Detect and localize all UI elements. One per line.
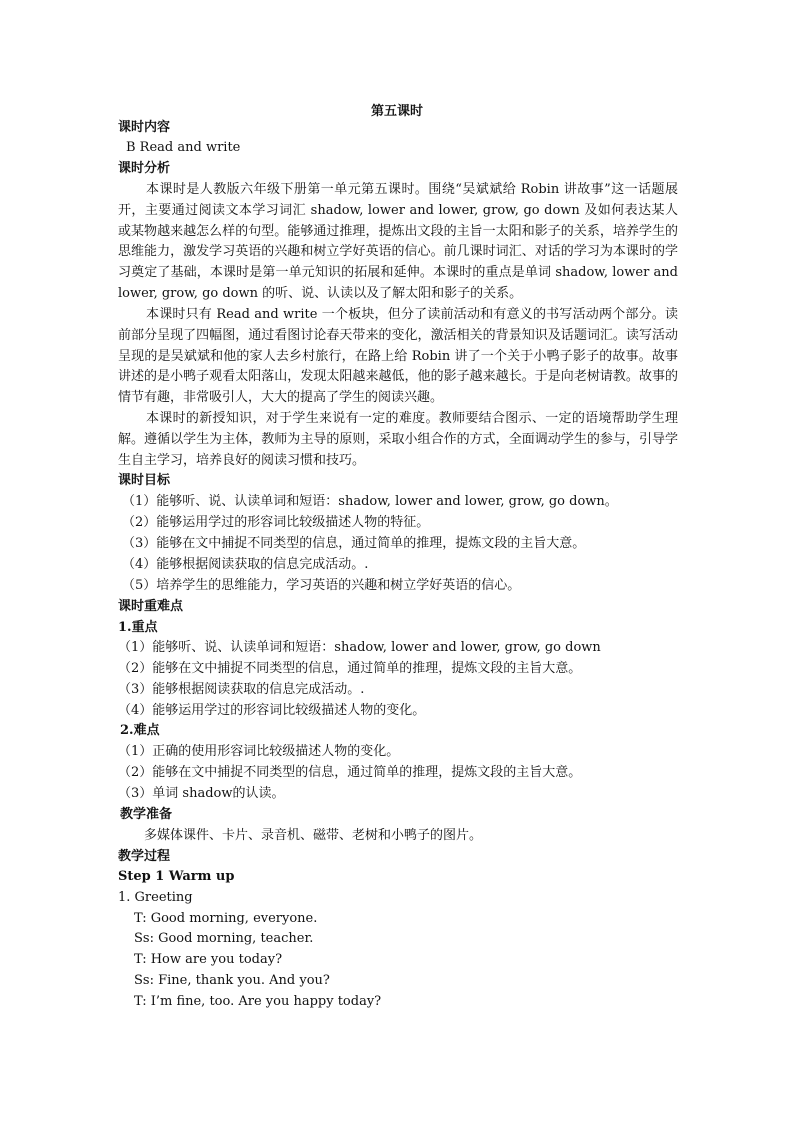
analysis-paragraph-2	[118, 305, 678, 409]
content-value: B Read and write	[126, 140, 241, 155]
page-title: 第五课时	[370, 104, 423, 119]
section-heading-content: 课时内容	[118, 120, 171, 135]
goal-item: （2）能够运用学过的形容词比较级描述人物的特征。	[122, 515, 430, 530]
dialogue-line: Ss: Good morning, teacher.	[134, 931, 314, 946]
dialogue-line: T: I’m fine, too. Are you happy today?	[134, 994, 382, 1009]
section-heading-keypoints: 课时重难点	[118, 599, 184, 614]
section-heading-analysis: 课时分析	[118, 161, 171, 176]
keypoint-item: （2）能够在文中捕捉不同类型的信息，通过简单的推理，提炼文段的主旨大意。	[118, 661, 582, 676]
keypoints-heading: 1.重点	[118, 620, 158, 635]
section-heading-prep: 教学准备	[120, 807, 173, 822]
section-heading-process: 教学过程	[118, 849, 171, 864]
goal-item: （5）培养学生的思维能力，学习英语的兴趣和树立学好英语的信心。	[122, 578, 521, 593]
greeting-heading: 1. Greeting	[118, 890, 193, 905]
analysis-text-3: 本课时的新授知识，对于学生来说有一定的难度。教师要结合图示、一定的语境帮助学生理解。遵循以学生为主体，教师为主导的原则，采取小组合作的方式，全面调动学生的参与，引导学生自主学习，培养良好的阅读习惯和技巧。	[118, 411, 678, 468]
dialogue-line: Ss: Fine, thank you. And you?	[134, 973, 330, 988]
difficulty-item: （2）能够在文中捕捉不同类型的信息，通过简单的推理，提炼文段的主旨大意。	[118, 765, 582, 780]
keypoint-item: （4）能够运用学过的形容词比较级描述人物的变化。	[118, 703, 426, 718]
dialogue-line: T: How are you today?	[134, 952, 283, 967]
difficulty-item: （1）正确的使用形容词比较级描述人物的变化。	[118, 744, 400, 759]
difficulties-heading: 2.难点	[120, 723, 160, 738]
goal-item: （3）能够在文中捕捉不同类型的信息，通过简单的推理，提炼文段的主旨大意。	[122, 536, 586, 551]
analysis-paragraph-3	[118, 409, 678, 471]
goal-item: （4）能够根据阅读获取的信息完成活动。.	[122, 557, 369, 572]
section-heading-goals: 课时目标	[118, 473, 171, 488]
analysis-paragraph-1	[118, 180, 678, 305]
analysis-text-2: 本课时只有 Read and write 一个板块，但分了读前活动和有意义的书写活动两个部分。读前部分呈现了四幅图，通过看图讨论春天带来的变化，激活相关的背景知识及话题词汇。读写活动呈现的是吴斌斌和他的家人去乡村旅行，在路上给 Robin 讲了一个关于小鸭子影子的故事。故事讲述的是小鸭子观看太阳落山，发现太阳越来越低，他的影子越来越长。于是向老树请教。故事的情节有趣，非常吸引人，大大的提高了学生的阅读兴趣。	[118, 307, 678, 406]
keypoint-item: （1）能够听、说、认读单词和短语：shadow, lower and lower, grow, go down	[118, 640, 601, 655]
analysis-text-1: 本课时是人教版六年级下册第一单元第五课时。围绕“吴斌斌给 Robin 讲故事”这一话题展开，主要通过阅读文本学习词汇 shadow, lower and lower, grow, go down 及如何表达某人或某物越来越怎么样的句型。能够通过推理，提炼出文段的主旨一太阳和影子的关系，培养学生的思维能力，激发学习英语的兴趣和树立学好英语的信心。前几课时词汇、对话的学习为本课时的学习奠定了基础，本课时是第一单元知识的拓展和延伸。本课时的重点是单词 shadow, lower and lower, grow, go down 的听、说、认读以及了解太阳和影子的关系。	[118, 182, 678, 301]
difficulty-item: （3）单词 shadow的认读。	[118, 786, 285, 801]
dialogue-line: T: Good morning, everyone.	[134, 911, 318, 926]
step-heading: Step 1 Warm up	[118, 869, 235, 884]
keypoint-item: （3）能够根据阅读获取的信息完成活动。.	[118, 682, 365, 697]
goal-item: （1）能够听、说、认读单词和短语：shadow, lower and lower, grow, go down。	[122, 494, 618, 509]
prep-value: 多媒体课件、卡片、录音机、磁带、老树和小鸭子的图片。	[144, 828, 483, 843]
